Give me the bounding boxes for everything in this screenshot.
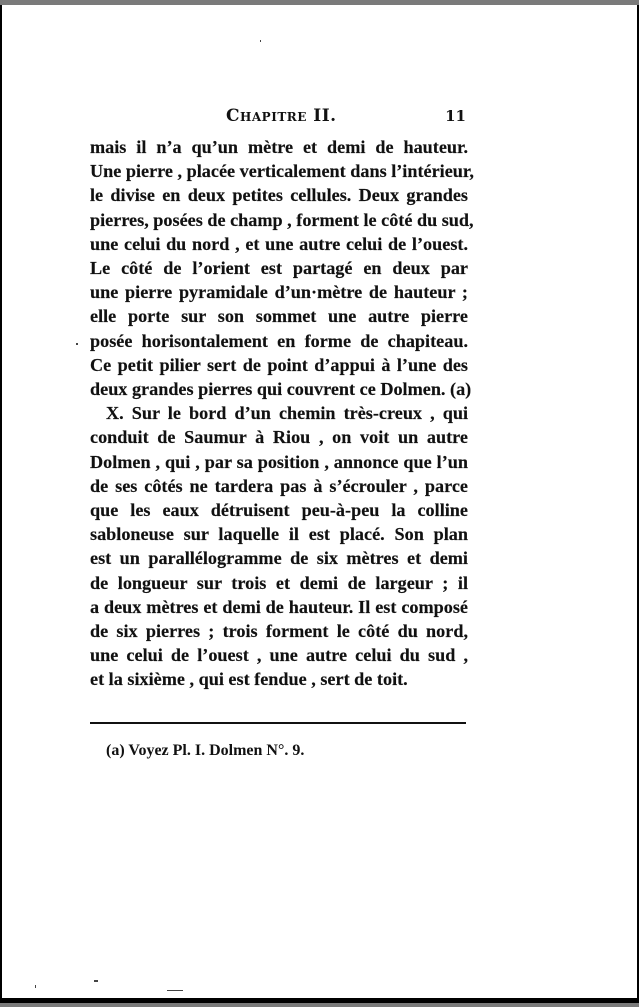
text-line: pierres, posées de champ , forment le côté du sud,	[90, 209, 474, 230]
text-line: a deux mètres et demi de hauteur. Il est composé	[90, 596, 468, 617]
text-line: le divise en deux petites cellules. Deux grandes	[90, 185, 468, 206]
scan-speck	[76, 343, 78, 345]
text-line: et la sixième , qui est fendue , sert de toit.	[90, 669, 408, 690]
text-line: Une pierre , placée verticalement dans l’intérieur,	[90, 161, 474, 182]
text-line: sabloneuse sur laquelle il est placé. Son plan	[90, 524, 468, 545]
text-line: Dolmen , qui , par sa position , annonce que l’un	[90, 451, 468, 472]
book-page	[0, 5, 639, 1002]
text-line: deux grandes pierres qui couvrent ce Dolmen. (a)	[90, 379, 472, 400]
text-line: une celui du nord , et une autre celui de l’ouest.	[90, 233, 468, 254]
scan-speck	[167, 990, 183, 991]
text-line: Ce petit pilier sert de point d’appui à l’une des	[90, 354, 468, 375]
text-line: de ses côtés ne tardera pas à s’écrouler , parce	[90, 475, 468, 496]
paragraph-start-line: X. Sur le bord d’un chemin très-creux , qui	[106, 403, 468, 424]
scan-speck	[35, 985, 36, 988]
page-bottom-border	[0, 998, 639, 1003]
page-number: 11	[445, 107, 466, 125]
text-line: elle porte sur son sommet une autre pierre	[90, 306, 468, 327]
footnote: (a) Voyez Pl. I. Dolmen N°. 9.	[106, 742, 305, 759]
text-line: une celui de l’ouest , une autre celui du sud ,	[90, 645, 468, 666]
running-head: Chapitre II.	[226, 106, 337, 126]
text-line: posée horisontalement en forme de chapiteau.	[90, 330, 468, 351]
footnote-rule	[90, 722, 466, 724]
text-line: de longueur sur trois et demi de largeur ; il	[90, 572, 468, 593]
text-line: de six pierres ; trois forment le côté du nord,	[90, 621, 468, 642]
text-line: est un parallélogramme de six mètres et demi	[90, 548, 468, 569]
text-line: une pierre pyramidale d’un·mètre de hauteur ;	[90, 282, 468, 303]
text-line: conduit de Saumur à Riou , on voit un autre	[90, 427, 468, 448]
body-text	[90, 135, 474, 692]
text-line: Le côté de l’orient est partagé en deux par	[90, 258, 468, 279]
page-header	[90, 106, 468, 128]
scan-speck	[94, 980, 98, 982]
text-line: que les eaux détruisent peu-à-peu la colline	[90, 500, 468, 521]
scan-speck	[260, 40, 261, 42]
text-line: mais il n’a qu’un mètre et demi de hauteur.	[90, 137, 468, 157]
